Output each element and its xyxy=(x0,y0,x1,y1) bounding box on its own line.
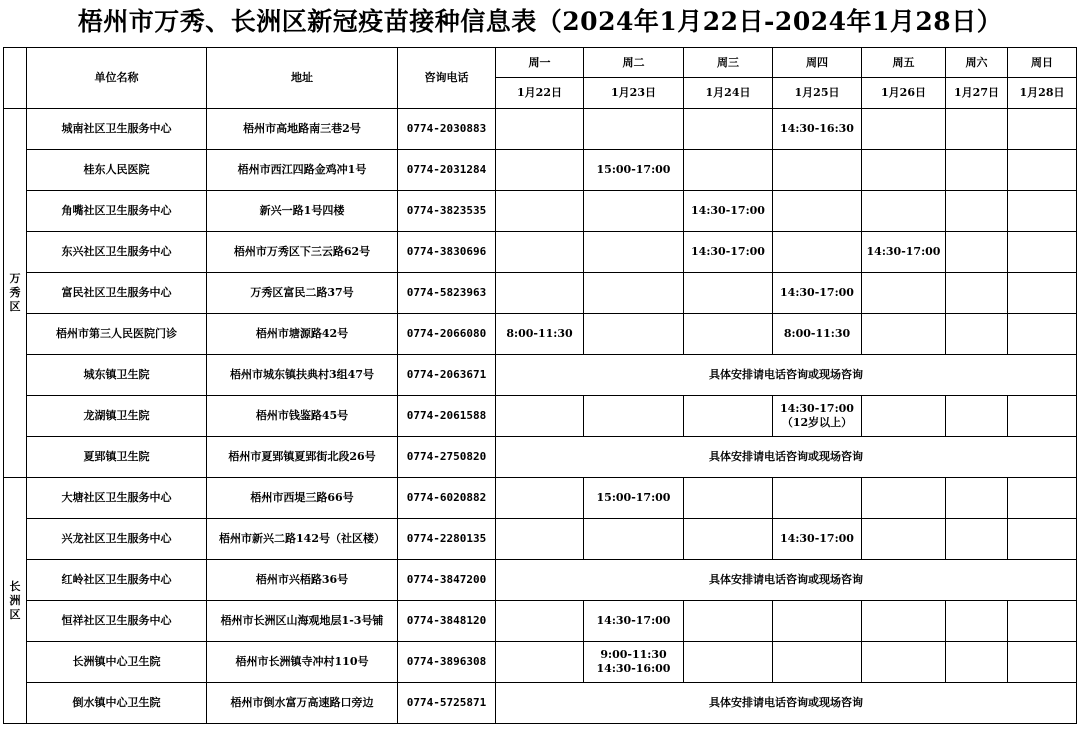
phone-cell: 0774-2750820 xyxy=(398,437,496,478)
schedule-slot-cell xyxy=(1008,519,1077,560)
schedule-slot-cell xyxy=(584,232,684,273)
phone-cell: 0774-5823963 xyxy=(398,273,496,314)
schedule-note-cell: 具体安排请电话咨询或现场咨询 xyxy=(496,683,1077,724)
schedule-slot-cell xyxy=(946,478,1008,519)
header-weekday: 周二 xyxy=(584,48,684,78)
schedule-slot-cell xyxy=(684,642,773,683)
header-weekday: 周四 xyxy=(773,48,862,78)
table-row xyxy=(4,519,1077,560)
schedule-slot-cell xyxy=(1008,396,1077,437)
table-row xyxy=(4,560,1077,601)
vaccination-schedule-table xyxy=(3,47,1077,724)
schedule-slot-cell xyxy=(496,478,584,519)
schedule-slot-cell: 15:00-17:00 xyxy=(584,478,684,519)
header-unit: 单位名称 xyxy=(27,48,207,109)
schedule-slot-cell xyxy=(862,314,946,355)
schedule-slot-cell xyxy=(773,601,862,642)
schedule-slot-cell: 9:00-11:30 14:30-16:00 xyxy=(584,642,684,683)
phone-cell: 0774-3896308 xyxy=(398,642,496,683)
schedule-slot-cell xyxy=(1008,273,1077,314)
header-address: 地址 xyxy=(207,48,398,109)
header-date: 1月27日 xyxy=(946,78,1008,109)
schedule-slot-cell xyxy=(946,519,1008,560)
address-cell: 梧州市塘源路42号 xyxy=(207,314,398,355)
schedule-slot-cell xyxy=(862,519,946,560)
schedule-slot-cell xyxy=(773,191,862,232)
unit-name-cell: 倒水镇中心卫生院 xyxy=(27,683,207,724)
district-char: 区 xyxy=(9,607,21,621)
unit-name-cell: 长洲镇中心卫生院 xyxy=(27,642,207,683)
unit-name-cell: 城南社区卫生服务中心 xyxy=(27,109,207,150)
schedule-slot-cell xyxy=(946,642,1008,683)
schedule-slot-cell xyxy=(773,642,862,683)
schedule-slot-cell xyxy=(496,519,584,560)
phone-cell: 0774-2030883 xyxy=(398,109,496,150)
district-label xyxy=(4,478,27,724)
schedule-slot-cell xyxy=(1008,150,1077,191)
schedule-slot-cell xyxy=(496,109,584,150)
schedule-slot-cell xyxy=(496,273,584,314)
table-row xyxy=(4,355,1077,396)
unit-name-cell: 城东镇卫生院 xyxy=(27,355,207,396)
schedule-slot-cell: 14:30-17:00 xyxy=(773,273,862,314)
schedule-slot-cell xyxy=(1008,601,1077,642)
address-cell: 梧州市夏郢镇夏郢街北段26号 xyxy=(207,437,398,478)
schedule-slot-cell: 8:00-11:30 xyxy=(496,314,584,355)
unit-name-cell: 红岭社区卫生服务中心 xyxy=(27,560,207,601)
phone-cell: 0774-3830696 xyxy=(398,232,496,273)
schedule-slot-cell xyxy=(946,232,1008,273)
phone-cell: 0774-2066080 xyxy=(398,314,496,355)
schedule-slot-cell: 14:30-17:00 （12岁以上） xyxy=(773,396,862,437)
table-row xyxy=(4,191,1077,232)
header-weekday: 周一 xyxy=(496,48,584,78)
schedule-slot-cell xyxy=(946,109,1008,150)
address-cell: 梧州市高地路南三巷2号 xyxy=(207,109,398,150)
schedule-slot-cell xyxy=(1008,478,1077,519)
schedule-slot-cell xyxy=(684,314,773,355)
schedule-slot-cell xyxy=(496,396,584,437)
schedule-slot-cell: 14:30-17:00 xyxy=(862,232,946,273)
address-cell: 梧州市西江四路金鸡冲1号 xyxy=(207,150,398,191)
unit-name-cell: 角嘴社区卫生服务中心 xyxy=(27,191,207,232)
phone-cell: 0774-6020882 xyxy=(398,478,496,519)
address-cell: 梧州市倒水富万高速路口旁边 xyxy=(207,683,398,724)
schedule-slot-cell xyxy=(584,314,684,355)
schedule-slot-cell xyxy=(862,191,946,232)
schedule-slot-cell xyxy=(773,478,862,519)
schedule-slot-cell xyxy=(1008,191,1077,232)
schedule-slot-cell xyxy=(862,642,946,683)
schedule-slot-cell xyxy=(1008,109,1077,150)
unit-name-cell: 梧州市第三人民医院门诊 xyxy=(27,314,207,355)
schedule-slot-cell xyxy=(946,314,1008,355)
schedule-slot-cell xyxy=(1008,232,1077,273)
address-cell: 梧州市城东镇扶典村3组47号 xyxy=(207,355,398,396)
table-row xyxy=(4,642,1077,683)
table-row xyxy=(4,150,1077,191)
table-row xyxy=(4,232,1077,273)
unit-name-cell: 东兴社区卫生服务中心 xyxy=(27,232,207,273)
address-cell: 万秀区富民二路37号 xyxy=(207,273,398,314)
schedule-slot-cell: 14:30-17:00 xyxy=(773,519,862,560)
schedule-slot-cell xyxy=(946,191,1008,232)
schedule-slot-cell xyxy=(773,232,862,273)
schedule-slot-cell xyxy=(862,273,946,314)
address-cell: 新兴一路1号四楼 xyxy=(207,191,398,232)
unit-name-cell: 富民社区卫生服务中心 xyxy=(27,273,207,314)
phone-cell: 0774-3847200 xyxy=(398,560,496,601)
schedule-slot-cell xyxy=(946,396,1008,437)
schedule-slot-cell xyxy=(862,478,946,519)
schedule-slot-cell xyxy=(946,273,1008,314)
phone-cell: 0774-5725871 xyxy=(398,683,496,724)
unit-name-cell: 恒祥社区卫生服务中心 xyxy=(27,601,207,642)
header-date: 1月28日 xyxy=(1008,78,1077,109)
page-title: 梧州市万秀、长洲区新冠疫苗接种信息表（2024年1月22日-2024年1月28日） xyxy=(77,7,1003,36)
schedule-slot-cell xyxy=(684,396,773,437)
schedule-note-cell: 具体安排请电话咨询或现场咨询 xyxy=(496,560,1077,601)
header-weekday: 周五 xyxy=(862,48,946,78)
phone-cell: 0774-2063671 xyxy=(398,355,496,396)
schedule-slot-cell xyxy=(773,150,862,191)
schedule-slot-cell xyxy=(862,109,946,150)
header-district-cell xyxy=(4,48,27,109)
schedule-slot-cell: 15:00-17:00 xyxy=(584,150,684,191)
district-char: 长 xyxy=(9,579,21,593)
schedule-slot-cell xyxy=(684,109,773,150)
schedule-slot-cell xyxy=(496,150,584,191)
schedule-slot-cell xyxy=(684,478,773,519)
address-cell: 梧州市钱鉴路45号 xyxy=(207,396,398,437)
schedule-slot-cell xyxy=(684,273,773,314)
schedule-slot-cell: 8:00-11:30 xyxy=(773,314,862,355)
schedule-slot-cell: 14:30-17:00 xyxy=(684,191,773,232)
schedule-slot-cell xyxy=(496,191,584,232)
schedule-slot-cell xyxy=(862,601,946,642)
schedule-slot-cell xyxy=(946,601,1008,642)
header-date: 1月22日 xyxy=(496,78,584,109)
unit-name-cell: 龙湖镇卫生院 xyxy=(27,396,207,437)
address-cell: 梧州市兴梧路36号 xyxy=(207,560,398,601)
table-row xyxy=(4,437,1077,478)
header-phone: 咨询电话 xyxy=(398,48,496,109)
header-weekday: 周日 xyxy=(1008,48,1077,78)
table-row xyxy=(4,396,1077,437)
schedule-slot-cell xyxy=(862,150,946,191)
schedule-slot-cell xyxy=(584,109,684,150)
table-row xyxy=(4,683,1077,724)
table-row xyxy=(4,601,1077,642)
header-weekday: 周三 xyxy=(684,48,773,78)
schedule-slot-cell xyxy=(584,273,684,314)
schedule-slot-cell xyxy=(584,519,684,560)
address-cell: 梧州市长洲区山海观地层1-3号铺 xyxy=(207,601,398,642)
schedule-slot-cell xyxy=(684,601,773,642)
schedule-slot-cell xyxy=(1008,314,1077,355)
header-date: 1月26日 xyxy=(862,78,946,109)
header-weekday: 周六 xyxy=(946,48,1008,78)
schedule-slot-cell xyxy=(584,191,684,232)
schedule-slot-cell xyxy=(684,519,773,560)
address-cell: 梧州市万秀区下三云路62号 xyxy=(207,232,398,273)
district-label xyxy=(4,109,27,478)
district-char: 万 xyxy=(9,272,21,285)
unit-name-cell: 大塘社区卫生服务中心 xyxy=(27,478,207,519)
phone-cell: 0774-2280135 xyxy=(398,519,496,560)
schedule-note-cell: 具体安排请电话咨询或现场咨询 xyxy=(496,355,1077,396)
schedule-slot-cell: 14:30-17:00 xyxy=(584,601,684,642)
table-row xyxy=(4,273,1077,314)
header-date: 1月23日 xyxy=(584,78,684,109)
schedule-slot-cell xyxy=(946,150,1008,191)
schedule-slot-cell xyxy=(584,396,684,437)
schedule-slot-cell xyxy=(496,601,584,642)
schedule-slot-cell xyxy=(496,642,584,683)
phone-cell: 0774-3823535 xyxy=(398,191,496,232)
schedule-slot-cell: 14:30-16:30 xyxy=(773,109,862,150)
table-row xyxy=(4,478,1077,519)
address-cell: 梧州市西堤三路66号 xyxy=(207,478,398,519)
district-char: 区 xyxy=(9,300,21,313)
header-date: 1月24日 xyxy=(684,78,773,109)
district-char: 洲 xyxy=(9,593,21,607)
schedule-slot-cell: 14:30-17:00 xyxy=(684,232,773,273)
unit-name-cell: 兴龙社区卫生服务中心 xyxy=(27,519,207,560)
schedule-slot-cell xyxy=(684,150,773,191)
district-char: 秀 xyxy=(9,286,21,299)
address-cell: 梧州市长洲镇寺冲村110号 xyxy=(207,642,398,683)
schedule-slot-cell xyxy=(862,396,946,437)
phone-cell: 0774-2061588 xyxy=(398,396,496,437)
table-row xyxy=(4,314,1077,355)
header-date: 1月25日 xyxy=(773,78,862,109)
unit-name-cell: 桂东人民医院 xyxy=(27,150,207,191)
unit-name-cell: 夏郢镇卫生院 xyxy=(27,437,207,478)
table-row xyxy=(4,109,1077,150)
schedule-note-cell: 具体安排请电话咨询或现场咨询 xyxy=(496,437,1077,478)
phone-cell: 0774-3848120 xyxy=(398,601,496,642)
schedule-slot-cell xyxy=(1008,642,1077,683)
phone-cell: 0774-2031284 xyxy=(398,150,496,191)
schedule-slot-cell xyxy=(496,232,584,273)
address-cell: 梧州市新兴二路142号（社区楼） xyxy=(207,519,398,560)
